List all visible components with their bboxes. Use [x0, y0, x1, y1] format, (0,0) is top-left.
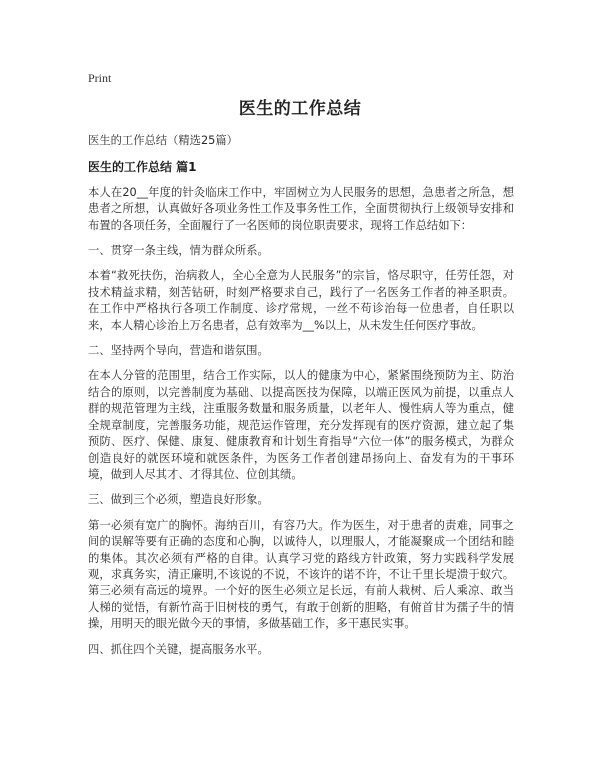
page-title: 医生的工作总结	[238, 99, 362, 119]
point-body-3: 第一必须有宽广的胸怀。海纳百川，有容乃大。作为医生，对于患者的责难，同事之间的误解等要有正确的态度和心胸，以诚待人，以理服人，才能凝聚成一个团结和睦的集体。其次必须有严格的自律。认真学习党的路线方针政策，努力实践科学发展观，求真务实，清正廉明,不该说的不说，不该许的诺不许，不让千里长堤溃于蚁穴。第三必须有高远的境界。一个好的医生必须立足长远，有前人栽树、后人乘凉、敢当人梯的觉悟，有新竹高于旧树枝的勇气，有敢于创新的胆略，有俯首甘为孺子牛的情操，用明天的眼光做今天的事情，多做基础工作，多干惠民实事。	[88, 518, 514, 631]
point-heading-3: 三、做到三个必须，塑造良好形象。	[88, 493, 269, 507]
point-heading-1: 一、贯穿一条主线，情为群众所系。	[88, 244, 269, 258]
point-body-1: 本着“救死扶伤，治病救人，全心全意为人民服务”的宗旨，恪尽职守，任劳任怨，对技术精益求精，刻苦钻研，时刻严格要求自己，践行了一名医务工作者的神圣职责。在工作中严格执行各项工作制度、诊疗常规，一丝不苟诊治每一位患者，自任职以来，本人精心诊治上万名患者，总有效率为__%以上，从未发生任何医疗事故。	[88, 269, 514, 332]
intro-paragraph: 本人在20__年度的针灸临床工作中，牢固树立为人民服务的思想，急患者之所急，想患者之所想，认真做好各项业务性工作及事务性工作，全面贯彻执行上级领导安排和布置的各项任务，全面履行了一名医师的岗位职责要求，现将工作总结如下：	[88, 185, 514, 232]
print-link[interactable]: Print	[88, 71, 112, 85]
point-body-2: 在本人分管的范围里，结合工作实际，以人的健康为中心，紧紧围绕预防为主、防治结合的原则，以完善制度为基础、以提高医技为保障，以端正医风为前提，以重点人群的规范管理为主线，注重服务数量和服务质量，以老年人、慢性病人等为重点，健全规章制度，完善服务功能，规范运作管理，充分发挥现有的医疗资源，建立起了集预防、医疗、保健、康复、健康教育和计划生育指导“六位一体”的服务模式，为群众创造良好的就医环境和就医条件，为医务工作者创建昂扬向上、奋发有为的干事环境，做到人尽其才、才得其位、位创其绩。	[88, 369, 514, 481]
document-body	[88, 133, 514, 667]
point-heading-4: 四、抓住四个关键，提高服务水平。	[88, 642, 269, 656]
point-heading-2: 二、坚持两个导向，营造和谐氛围。	[88, 344, 269, 358]
section-heading: 医生的工作总结 篇1	[88, 160, 197, 175]
document-subtitle: 医生的工作总结（精选25篇）	[88, 134, 238, 147]
